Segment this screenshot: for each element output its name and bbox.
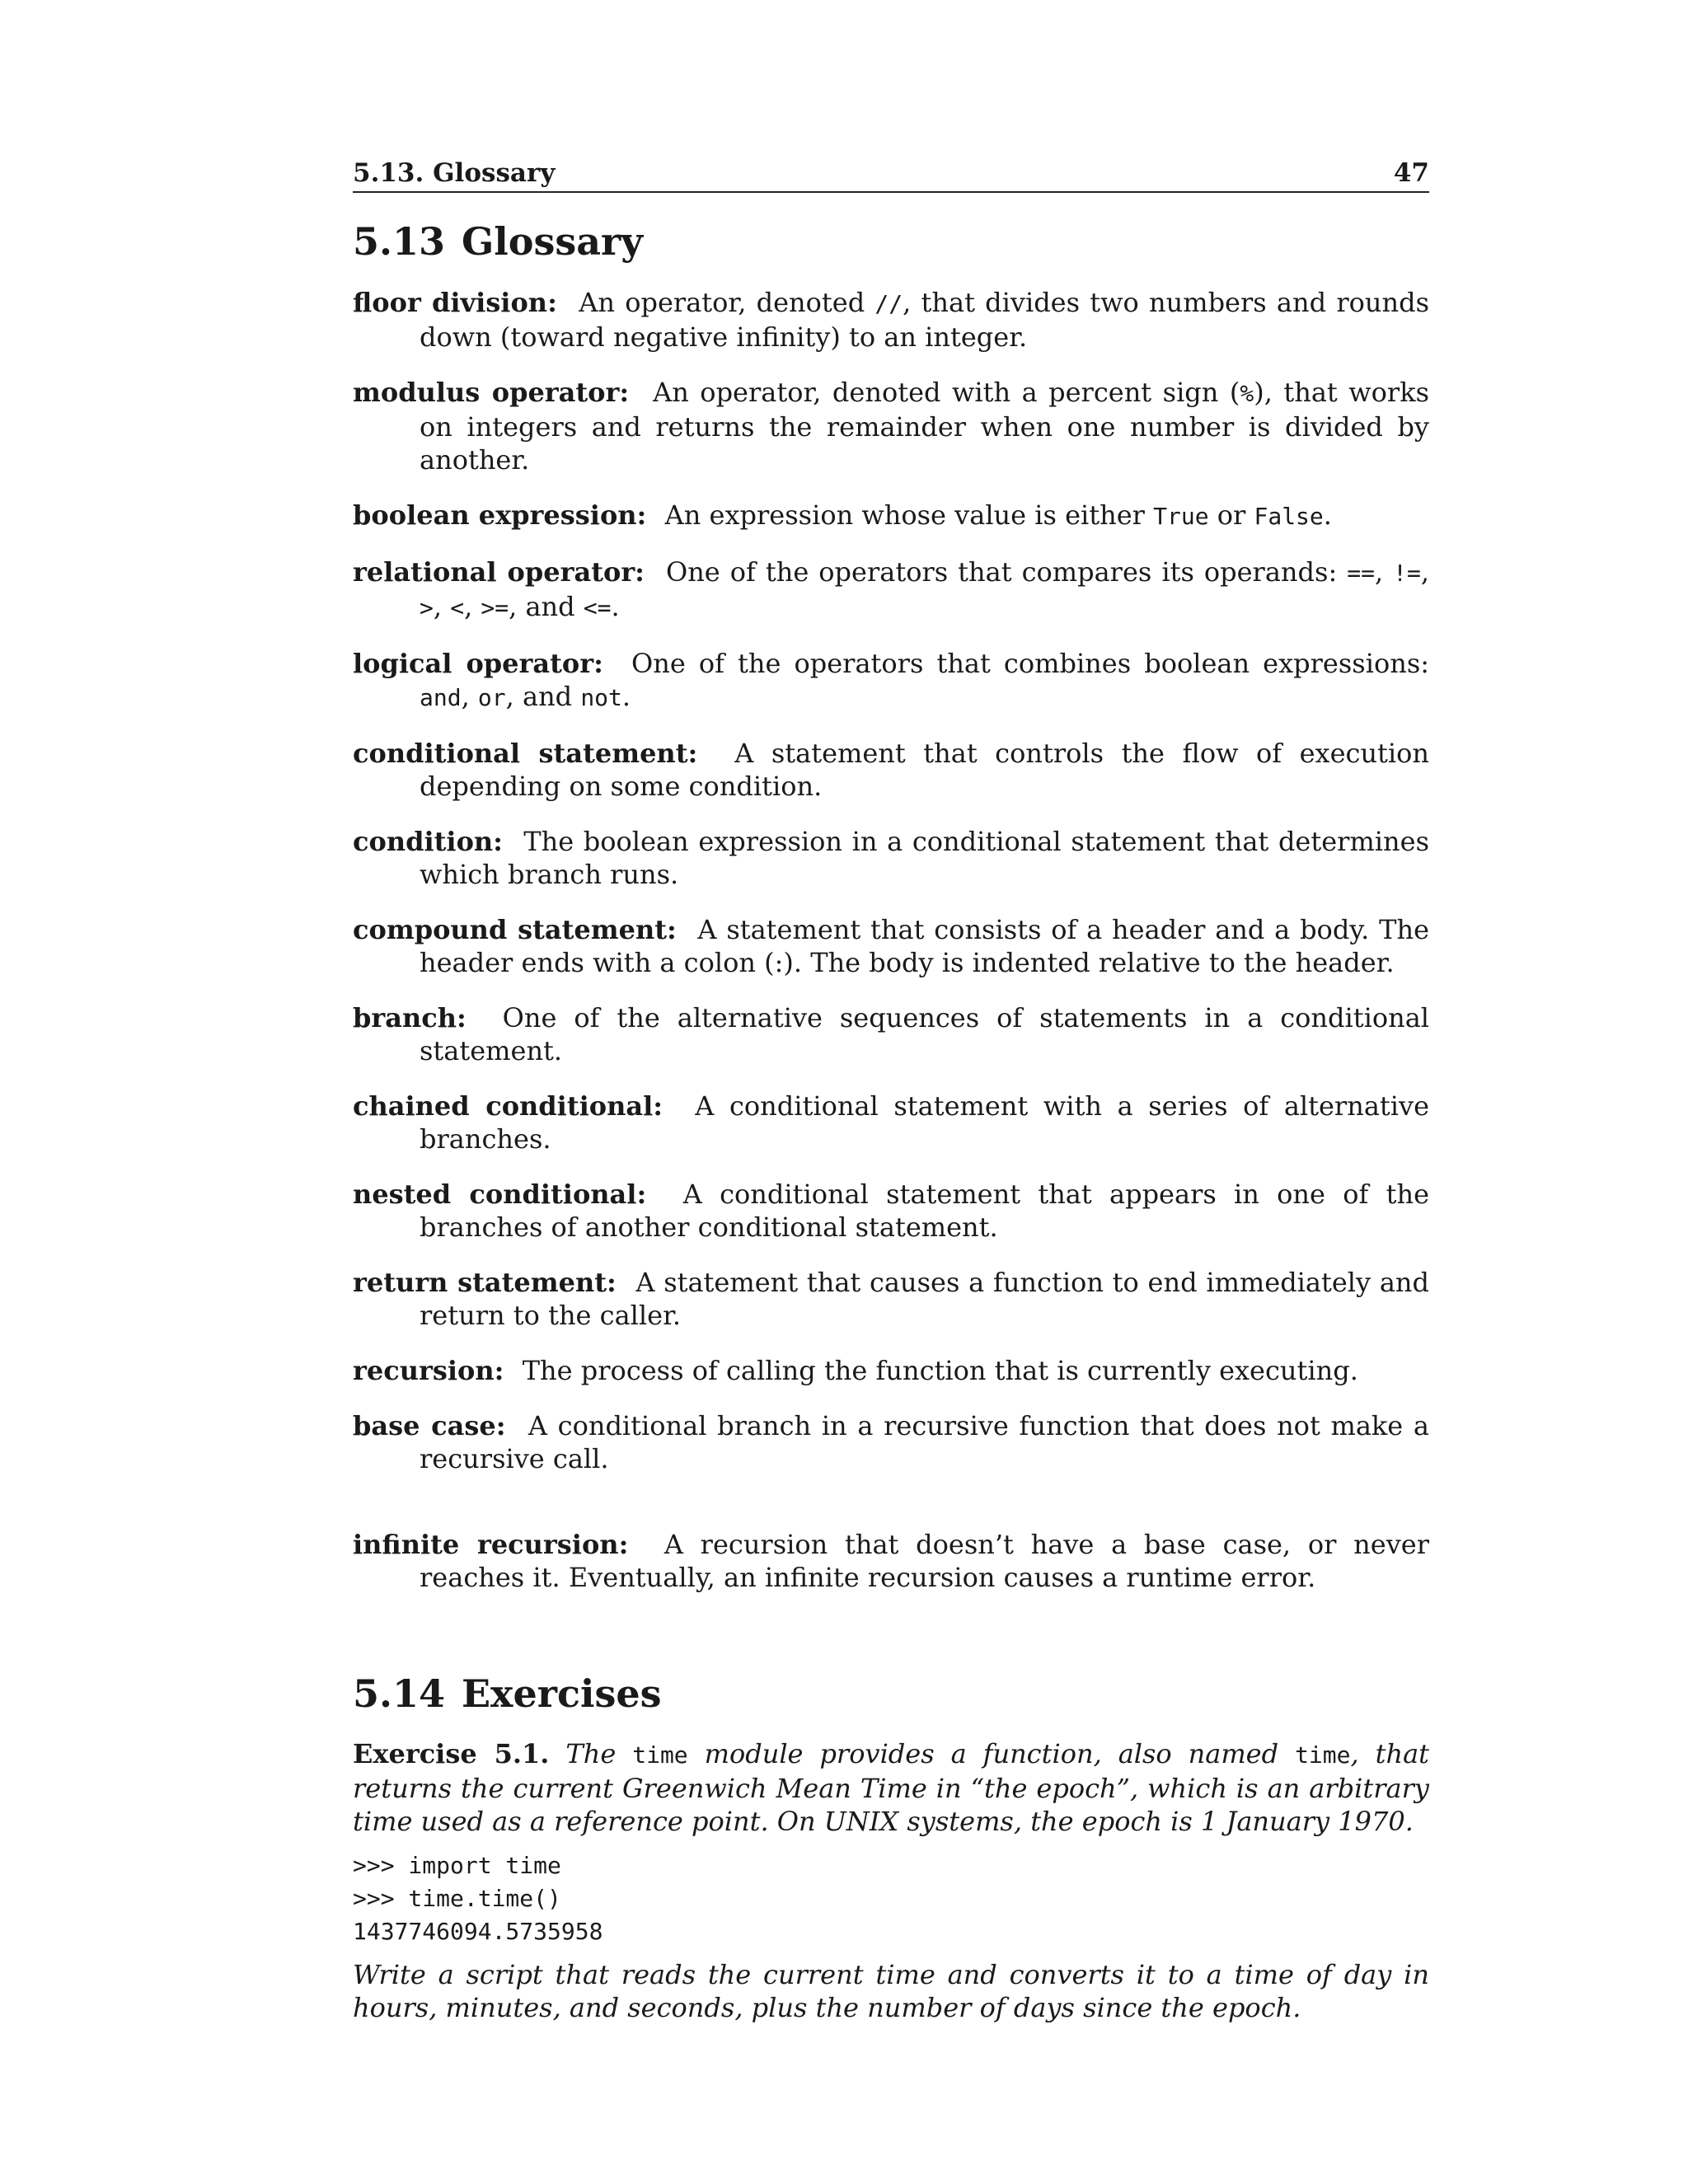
definition-text: An operator, denoted — [579, 286, 875, 318]
glossary-list — [353, 286, 1429, 1594]
glossary-section-title: Glossary — [462, 219, 644, 264]
glossary-entry — [353, 825, 1429, 891]
definition-text: , and — [505, 680, 581, 712]
definition-text: The process of calling the function that is currently executing. — [522, 1354, 1358, 1386]
glossary-term: compound statement: — [353, 913, 677, 945]
definition-text: One of the alternative sequences of statements in a conditional statement. — [420, 1001, 1430, 1066]
inline-code: not — [580, 683, 622, 711]
inline-code: < — [450, 593, 465, 621]
glossary-entry — [353, 1178, 1429, 1244]
definition-text: One of the operators that compares its operands: — [665, 555, 1348, 588]
definition-text: A conditional statement that appears in one of the branches of another conditional statement. — [420, 1178, 1430, 1243]
inline-code: % — [1240, 379, 1254, 407]
definition-text: ), that works on integers and returns the remainder when one number is divided by another. — [420, 376, 1430, 476]
exercise-task: Write a script that reads the current time and converts it to a time of day in hours, minutes, and seconds, plus the number of days since the epoch. — [353, 1959, 1429, 2024]
definition-text: An expression whose value is either — [664, 499, 1154, 531]
inline-code: <= — [583, 593, 612, 621]
glossary-term: infinite recursion: — [353, 1528, 629, 1560]
glossary-heading — [353, 221, 1429, 263]
glossary-entry — [353, 1266, 1429, 1332]
page — [353, 158, 1429, 2024]
glossary-term: nested conditional: — [353, 1178, 647, 1210]
glossary-entry — [353, 1001, 1429, 1067]
inline-code: > — [420, 593, 434, 621]
definition-text: or — [1208, 499, 1254, 531]
glossary-term: relational operator: — [353, 555, 645, 588]
definition-text: A conditional branch in a recursive function that does not make a recursive call. — [420, 1409, 1430, 1474]
glossary-term: chained conditional: — [353, 1090, 663, 1122]
definition-text: , — [461, 680, 478, 712]
definition-text: An operator, denoted with a percent sign ( — [653, 376, 1240, 408]
glossary-entry — [353, 376, 1429, 476]
glossary-entry — [353, 1409, 1429, 1475]
exercises-section-title: Exercises — [462, 1671, 662, 1716]
glossary-term: return statement: — [353, 1266, 617, 1298]
inline-code: and — [420, 683, 462, 711]
exercise-text: The — [565, 1738, 633, 1770]
definition-text: A statement that controls the flow of execution depending on some condition. — [420, 737, 1430, 802]
definition-text: A statement that causes a function to end immediately and return to the caller. — [420, 1266, 1430, 1331]
glossary-term: recursion: — [353, 1354, 504, 1386]
definition-text: One of the operators that combines boolean expressions: — [631, 647, 1430, 679]
definition-text: . — [1323, 499, 1332, 531]
definition-text: . — [621, 680, 631, 712]
glossary-term: conditional statement: — [353, 737, 698, 769]
exercise-text: , that returns the current Greenwich Mean Time in “the epoch”, which is an arbitrary time used as a reference point. On UNIX systems, the epoch is 1 January 1970. — [353, 1738, 1430, 1838]
code-line: >>> import time — [353, 1852, 561, 1880]
inline-code: >= — [481, 593, 509, 621]
inline-code: // — [874, 289, 903, 317]
inline-code: != — [1393, 559, 1421, 587]
definition-text: A recursion that doesn’t have a base case, or never reaches it. Eventually, an infinite recursion causes a runtime error. — [420, 1528, 1430, 1593]
exercise-intro — [353, 1737, 1429, 1838]
exercises-heading — [353, 1673, 1429, 1715]
inline-code: time — [1295, 1741, 1351, 1769]
definition-text: A conditional statement with a series of alternative branches. — [420, 1090, 1430, 1155]
glossary-entry — [353, 647, 1429, 715]
inline-code: == — [1347, 559, 1375, 587]
definition-text: . — [611, 590, 620, 622]
glossary-term: base case: — [353, 1409, 506, 1441]
glossary-term: boolean expression: — [353, 499, 647, 531]
definition-text: The boolean expression in a conditional statement that determines which branch runs. — [420, 825, 1429, 890]
running-header-section: 5.13. Glossary — [353, 158, 556, 188]
glossary-entry — [353, 555, 1429, 625]
exercise-text: module provides a function, also named — [687, 1738, 1296, 1770]
page-number: 47 — [1393, 158, 1429, 188]
glossary-section-number: 5.13 — [353, 219, 446, 264]
glossary-term: condition: — [353, 825, 503, 857]
glossary-entry — [353, 1528, 1429, 1594]
definition-text: , — [1420, 555, 1430, 588]
glossary-entry — [353, 499, 1429, 533]
running-header — [353, 158, 1429, 193]
code-line: 1437746094.5735958 — [353, 1918, 603, 1946]
definition-text: , that divides two numbers and rounds down (toward negative infinity) to an integer. — [420, 286, 1430, 353]
inline-code: time — [632, 1741, 688, 1769]
glossary-entry — [353, 286, 1429, 354]
glossary-term: modulus operator: — [353, 376, 630, 408]
inline-code: or — [477, 683, 506, 711]
definition-text: , — [433, 590, 451, 622]
glossary-term: logical operator: — [353, 647, 603, 679]
code-block — [353, 1849, 1429, 1948]
code-line: >>> time.time() — [353, 1885, 561, 1913]
inline-code: False — [1254, 502, 1324, 530]
glossary-entry — [353, 737, 1429, 803]
glossary-term: floor division: — [353, 286, 557, 318]
definition-text: , — [1374, 555, 1394, 588]
glossary-term: branch: — [353, 1001, 467, 1033]
definition-text: , — [464, 590, 481, 622]
definition-text: A statement that consists of a header and a body. The header ends with a colon (:). The body is indented relative to the header. — [420, 913, 1430, 978]
glossary-entry — [353, 1354, 1429, 1387]
glossary-entry — [353, 913, 1429, 979]
exercise-label: Exercise 5.1. — [353, 1738, 550, 1770]
inline-code: True — [1153, 502, 1209, 530]
glossary-entry — [353, 1090, 1429, 1155]
definition-text: , and — [509, 590, 584, 622]
exercises-section-number: 5.14 — [353, 1671, 446, 1716]
